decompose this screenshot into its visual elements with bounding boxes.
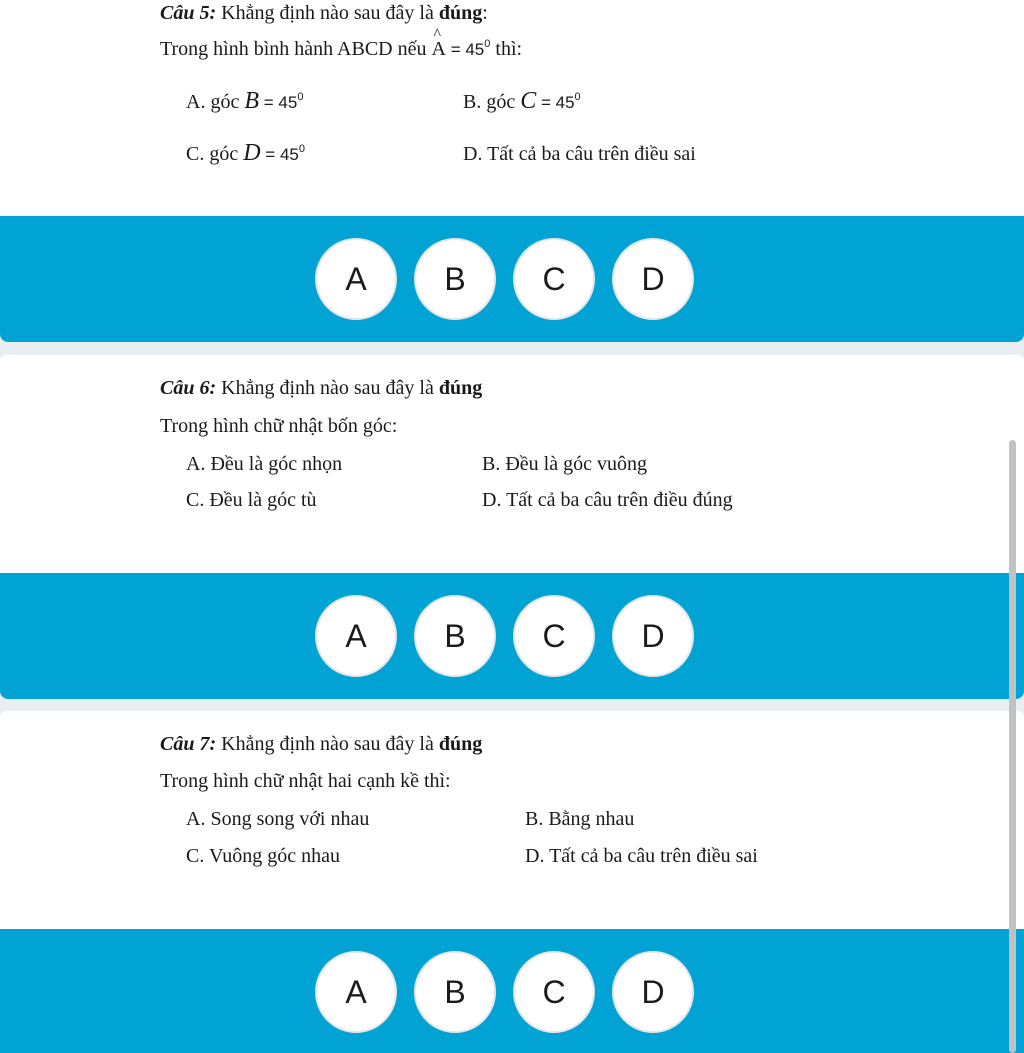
question-7-title: Câu 7: Khẳng định nào sau đây là đúng xyxy=(160,733,483,755)
question-7-card xyxy=(0,711,1024,929)
question-5-option-d: D. Tất cả ba câu trên điều sai xyxy=(463,143,696,165)
question-7-answer-bar xyxy=(0,929,1024,1053)
question-5-card xyxy=(0,0,1024,216)
question-6-answer-bar xyxy=(0,573,1024,699)
answer-c-button[interactable]: C xyxy=(513,951,595,1033)
question-6-title: Câu 6: Khẳng định nào sau đây là đúng xyxy=(160,377,483,399)
answer-c-button[interactable]: C xyxy=(513,238,595,320)
question-6-option-a: A. Đều là góc nhọn xyxy=(186,453,343,475)
question-7-stem: Trong hình chữ nhật hai cạnh kề thì: xyxy=(160,770,451,792)
answer-a-button[interactable]: A xyxy=(315,951,397,1033)
answer-d-button[interactable]: D xyxy=(612,238,694,320)
question-5-option-b: B. góc $C = 45^0$ xyxy=(463,88,581,114)
question-6-option-b: B. Đều là góc vuông xyxy=(482,453,647,475)
question-7-option-a: A. Song song với nhau xyxy=(186,808,370,830)
question-6-stem: Trong hình chữ nhật bốn góc: xyxy=(160,415,398,437)
question-7-option-d: D. Tất cả ba câu trên điều sai xyxy=(525,845,758,867)
angle-hat: ^ A xyxy=(432,38,446,61)
answer-a-button[interactable]: A xyxy=(315,238,397,320)
question-5-title: Câu 5: Khẳng định nào sau đây là đúng: xyxy=(160,2,488,24)
answer-b-button[interactable]: B xyxy=(414,951,496,1033)
answer-c-button[interactable]: C xyxy=(513,595,595,677)
vertical-scrollbar[interactable] xyxy=(1009,440,1016,1053)
answer-d-button[interactable]: D xyxy=(612,951,694,1033)
answer-b-button[interactable]: B xyxy=(414,238,496,320)
question-6-option-d: D. Tất cả ba câu trên điều đúng xyxy=(482,489,733,511)
answer-d-button[interactable]: D xyxy=(612,595,694,677)
answer-b-button[interactable]: B xyxy=(414,595,496,677)
question-5-stem: Trong hình bình hành ABCD nếu ^ $A = 45^0$ thì: xyxy=(160,38,522,61)
question-5-option-a: A. góc $B = 45^0$ xyxy=(186,88,304,114)
question-7-option-b: B. Bằng nhau xyxy=(525,808,635,830)
question-6-option-c: C. Đều là góc tù xyxy=(186,489,317,511)
answer-a-button[interactable]: A xyxy=(315,595,397,677)
question-7-option-c: C. Vuông góc nhau xyxy=(186,845,340,867)
question-5-option-c: C. góc $D = 45^0$ xyxy=(186,140,305,166)
question-5-answer-bar xyxy=(0,216,1024,342)
question-6-card xyxy=(0,355,1024,573)
